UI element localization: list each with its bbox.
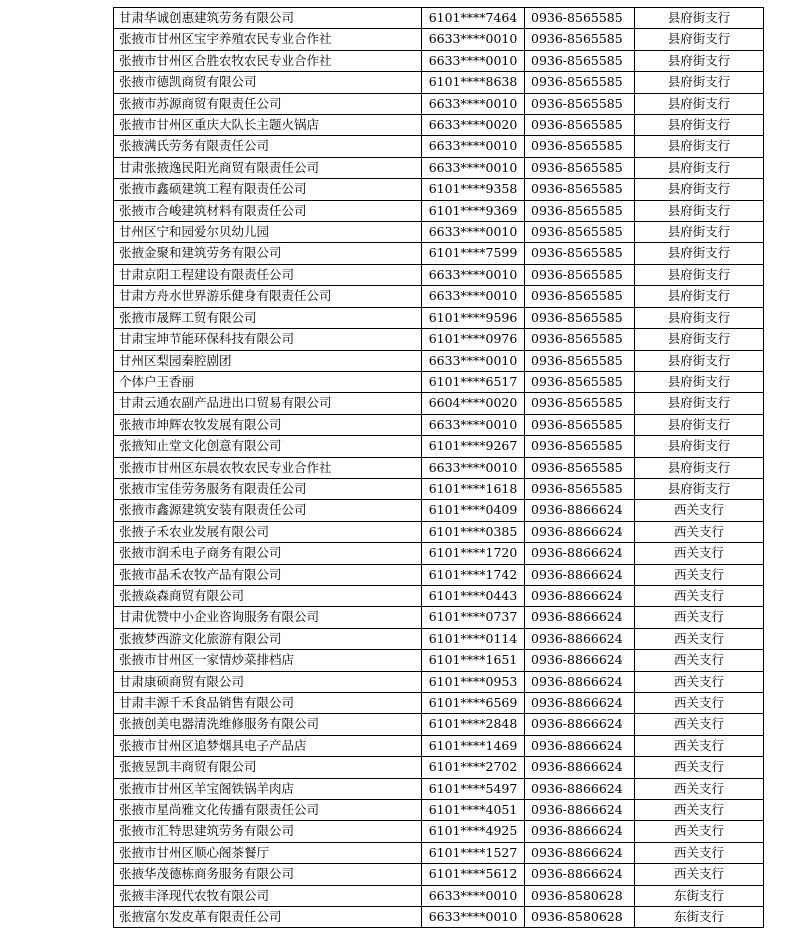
phone-number-cell: 0936-8866624 [525, 543, 635, 564]
phone-number-cell: 0936-8565585 [525, 243, 635, 264]
account-number-cell: 6101****0385 [422, 521, 525, 542]
account-number-cell: 6604****0020 [422, 393, 525, 414]
account-number-cell: 6101****0953 [422, 671, 525, 692]
company-name-cell: 张掖市甘州区追梦烟具电子产品店 [114, 735, 422, 756]
table-row [114, 671, 764, 692]
company-name-cell: 张掖知止堂文化创意有限公司 [114, 436, 422, 457]
company-name-cell: 张掖市甘州区羊宝阁铁锅羊肉店 [114, 778, 422, 799]
phone-number-cell: 0936-8866624 [525, 693, 635, 714]
table-row [114, 243, 764, 264]
account-number-cell: 6101****1720 [422, 543, 525, 564]
branch-name-cell: 西关支行 [635, 693, 764, 714]
table-row [114, 693, 764, 714]
branch-name-cell: 县府街支行 [635, 307, 764, 328]
phone-number-cell: 0936-8565585 [525, 222, 635, 243]
company-name-cell: 张掖市甘州区一家情炒菜排档店 [114, 650, 422, 671]
phone-number-cell: 0936-8866624 [525, 607, 635, 628]
company-name-cell: 张掖昱凯丰商贸有限公司 [114, 757, 422, 778]
table-row [114, 500, 764, 521]
phone-number-cell: 0936-8565585 [525, 29, 635, 50]
account-number-cell: 6101****4925 [422, 821, 525, 842]
phone-number-cell: 0936-8565585 [525, 72, 635, 93]
table-row [114, 93, 764, 114]
table-row [114, 564, 764, 585]
company-name-cell: 张掖富尔发皮革有限责任公司 [114, 907, 422, 928]
branch-name-cell: 西关支行 [635, 585, 764, 606]
account-number-cell: 6101****7599 [422, 243, 525, 264]
account-number-cell: 6633****0010 [422, 50, 525, 71]
account-number-cell: 6101****0443 [422, 585, 525, 606]
company-name-cell: 甘肃华诚创惠建筑劳务有限公司 [114, 8, 422, 29]
account-number-cell: 6101****6517 [422, 371, 525, 392]
phone-number-cell: 0936-8565585 [525, 393, 635, 414]
account-number-cell: 6633****0010 [422, 222, 525, 243]
branch-name-cell: 县府街支行 [635, 157, 764, 178]
table-row [114, 50, 764, 71]
table-row [114, 329, 764, 350]
table-row [114, 307, 764, 328]
company-name-cell: 张掖市鑫硕建筑工程有限责任公司 [114, 179, 422, 200]
table-row [114, 885, 764, 906]
branch-name-cell: 县府街支行 [635, 329, 764, 350]
company-name-cell: 张掖丰泽现代农牧有限公司 [114, 885, 422, 906]
branch-name-cell: 西关支行 [635, 778, 764, 799]
phone-number-cell: 0936-8565585 [525, 457, 635, 478]
company-name-cell: 甘肃宝坤节能环保科技有限公司 [114, 329, 422, 350]
branch-name-cell: 县府街支行 [635, 115, 764, 136]
phone-number-cell: 0936-8866624 [525, 714, 635, 735]
account-number-cell: 6101****9596 [422, 307, 525, 328]
phone-number-cell: 0936-8565585 [525, 286, 635, 307]
table-row [114, 72, 764, 93]
table-row [114, 179, 764, 200]
branch-name-cell: 县府街支行 [635, 436, 764, 457]
table-row [114, 286, 764, 307]
branch-name-cell: 县府街支行 [635, 93, 764, 114]
company-name-cell: 甘肃京阳工程建设有限责任公司 [114, 264, 422, 285]
table-row [114, 821, 764, 842]
account-number-cell: 6633****0010 [422, 457, 525, 478]
phone-number-cell: 0936-8866624 [525, 800, 635, 821]
branch-name-cell: 县府街支行 [635, 371, 764, 392]
phone-number-cell: 0936-8866624 [525, 564, 635, 585]
company-name-cell: 张掖创美电器清洗维修服务有限公司 [114, 714, 422, 735]
table-row [114, 371, 764, 392]
company-name-cell: 甘肃张掖逸民阳光商贸有限责任公司 [114, 157, 422, 178]
account-number-cell: 6101****0114 [422, 628, 525, 649]
phone-number-cell: 0936-8866624 [525, 778, 635, 799]
phone-number-cell: 0936-8565585 [525, 436, 635, 457]
account-number-cell: 6633****0010 [422, 93, 525, 114]
table-row [114, 714, 764, 735]
account-number-cell: 6101****6569 [422, 693, 525, 714]
account-number-cell: 6101****0409 [422, 500, 525, 521]
table-row [114, 414, 764, 435]
phone-number-cell: 0936-8580628 [525, 885, 635, 906]
account-number-cell: 6101****7464 [422, 8, 525, 29]
company-name-cell: 张掖市晟辉工贸有限公司 [114, 307, 422, 328]
branch-name-cell: 西关支行 [635, 671, 764, 692]
phone-number-cell: 0936-8565585 [525, 264, 635, 285]
phone-number-cell: 0936-8866624 [525, 757, 635, 778]
branch-name-cell: 东街支行 [635, 885, 764, 906]
branch-name-cell: 县府街支行 [635, 29, 764, 50]
company-name-cell: 张掖金聚和建筑劳务有限公司 [114, 243, 422, 264]
branch-name-cell: 县府街支行 [635, 264, 764, 285]
branch-name-cell: 县府街支行 [635, 243, 764, 264]
table-row [114, 907, 764, 928]
branch-name-cell: 县府街支行 [635, 414, 764, 435]
phone-number-cell: 0936-8565585 [525, 200, 635, 221]
account-number-cell: 6101****1651 [422, 650, 525, 671]
table-body [114, 8, 764, 928]
company-name-cell: 甘州区宁和园爱尔贝幼儿园 [114, 222, 422, 243]
branch-name-cell: 西关支行 [635, 500, 764, 521]
table-row [114, 778, 764, 799]
table-row [114, 350, 764, 371]
table-row [114, 136, 764, 157]
branch-name-cell: 县府街支行 [635, 179, 764, 200]
account-number-cell: 6101****1742 [422, 564, 525, 585]
account-number-cell: 6101****1527 [422, 842, 525, 863]
account-number-cell: 6101****4051 [422, 800, 525, 821]
account-number-cell: 6633****0020 [422, 115, 525, 136]
account-number-cell: 6633****0010 [422, 157, 525, 178]
phone-number-cell: 0936-8565585 [525, 179, 635, 200]
phone-number-cell: 0936-8866624 [525, 500, 635, 521]
table-row [114, 585, 764, 606]
company-name-cell: 甘肃丰源千禾食品销售有限公司 [114, 693, 422, 714]
branch-name-cell: 县府街支行 [635, 457, 764, 478]
phone-number-cell: 0936-8866624 [525, 521, 635, 542]
company-name-cell: 张掖满氏劳务有限责任公司 [114, 136, 422, 157]
phone-number-cell: 0936-8565585 [525, 115, 635, 136]
branch-name-cell: 县府街支行 [635, 50, 764, 71]
company-name-cell: 甘州区梨园秦腔剧团 [114, 350, 422, 371]
branch-name-cell: 东街支行 [635, 907, 764, 928]
table-row [114, 735, 764, 756]
branch-name-cell: 县府街支行 [635, 350, 764, 371]
phone-number-cell: 0936-8866624 [525, 671, 635, 692]
phone-number-cell: 0936-8565585 [525, 329, 635, 350]
company-name-cell: 张掖市苏源商贸有限责任公司 [114, 93, 422, 114]
table-row [114, 457, 764, 478]
table-row [114, 436, 764, 457]
account-number-cell: 6633****0010 [422, 907, 525, 928]
phone-number-cell: 0936-8866624 [525, 585, 635, 606]
company-name-cell: 张掖华茂德栋商务服务有限公司 [114, 864, 422, 885]
phone-number-cell: 0936-8866624 [525, 864, 635, 885]
company-name-cell: 张掖市甘州区宝宇养殖农民专业合作社 [114, 29, 422, 50]
phone-number-cell: 0936-8565585 [525, 8, 635, 29]
branch-name-cell: 县府街支行 [635, 8, 764, 29]
branch-name-cell: 西关支行 [635, 757, 764, 778]
table-row [114, 157, 764, 178]
account-number-cell: 6633****0010 [422, 29, 525, 50]
phone-number-cell: 0936-8565585 [525, 157, 635, 178]
account-number-cell: 6101****5497 [422, 778, 525, 799]
phone-number-cell: 0936-8866624 [525, 821, 635, 842]
company-name-cell: 张掖市宝佳劳务服务有限责任公司 [114, 478, 422, 499]
company-name-cell: 张掖市甘州区顺心阁茶餐厅 [114, 842, 422, 863]
table-row [114, 478, 764, 499]
account-number-cell: 6101****9358 [422, 179, 525, 200]
phone-number-cell: 0936-8565585 [525, 307, 635, 328]
account-number-cell: 6101****5612 [422, 864, 525, 885]
account-number-cell: 6101****2702 [422, 757, 525, 778]
table-row [114, 8, 764, 29]
phone-number-cell: 0936-8565585 [525, 350, 635, 371]
account-number-cell: 6101****2848 [422, 714, 525, 735]
account-number-cell: 6633****0010 [422, 414, 525, 435]
phone-number-cell: 0936-8580628 [525, 907, 635, 928]
company-name-cell: 张掖市润禾电子商务有限公司 [114, 543, 422, 564]
account-number-cell: 6633****0010 [422, 136, 525, 157]
branch-name-cell: 西关支行 [635, 821, 764, 842]
phone-number-cell: 0936-8565585 [525, 93, 635, 114]
phone-number-cell: 0936-8866624 [525, 628, 635, 649]
phone-number-cell: 0936-8866624 [525, 650, 635, 671]
company-name-cell: 张掖梦西游文化旅游有限公司 [114, 628, 422, 649]
table-row [114, 842, 764, 863]
company-name-cell: 张掖市鑫源建筑安装有限责任公司 [114, 500, 422, 521]
company-name-cell: 张掖市德凯商贸有限公司 [114, 72, 422, 93]
table-row [114, 607, 764, 628]
account-number-cell: 6101****0976 [422, 329, 525, 350]
branch-name-cell: 西关支行 [635, 628, 764, 649]
account-number-cell: 6101****1618 [422, 478, 525, 499]
branch-name-cell: 西关支行 [635, 842, 764, 863]
table-row [114, 800, 764, 821]
company-name-cell: 甘肃康硕商贸有限公司 [114, 671, 422, 692]
table-row [114, 757, 764, 778]
company-name-cell: 个体户王香丽 [114, 371, 422, 392]
table-row [114, 628, 764, 649]
branch-name-cell: 县府街支行 [635, 393, 764, 414]
branch-name-cell: 县府街支行 [635, 136, 764, 157]
company-name-cell: 张掖市晶禾农牧产品有限公司 [114, 564, 422, 585]
phone-number-cell: 0936-8565585 [525, 371, 635, 392]
account-number-cell: 6633****0010 [422, 264, 525, 285]
branch-name-cell: 县府街支行 [635, 478, 764, 499]
company-name-cell: 张掖市甘州区东晨农牧农民专业合作社 [114, 457, 422, 478]
phone-number-cell: 0936-8866624 [525, 842, 635, 863]
table-row [114, 115, 764, 136]
account-number-cell: 6633****0010 [422, 350, 525, 371]
company-name-cell: 张掖市星尚雅文化传播有限责任公司 [114, 800, 422, 821]
phone-number-cell: 0936-8866624 [525, 735, 635, 756]
phone-number-cell: 0936-8565585 [525, 136, 635, 157]
branch-name-cell: 西关支行 [635, 607, 764, 628]
account-number-cell: 6101****0737 [422, 607, 525, 628]
branch-name-cell: 县府街支行 [635, 200, 764, 221]
phone-number-cell: 0936-8565585 [525, 50, 635, 71]
account-number-cell: 6101****8638 [422, 72, 525, 93]
branch-name-cell: 西关支行 [635, 735, 764, 756]
company-name-cell: 张掖市汇特思建筑劳务有限公司 [114, 821, 422, 842]
table-row [114, 864, 764, 885]
branch-name-cell: 西关支行 [635, 543, 764, 564]
account-table [113, 7, 764, 928]
account-number-cell: 6101****9267 [422, 436, 525, 457]
branch-name-cell: 西关支行 [635, 521, 764, 542]
company-name-cell: 甘肃优赞中小企业咨询服务有限公司 [114, 607, 422, 628]
branch-name-cell: 西关支行 [635, 714, 764, 735]
table-row [114, 264, 764, 285]
company-name-cell: 张掖子禾农业发展有限公司 [114, 521, 422, 542]
account-number-cell: 6633****0010 [422, 885, 525, 906]
branch-name-cell: 县府街支行 [635, 222, 764, 243]
company-name-cell: 甘肃云通农副产品进出口贸易有限公司 [114, 393, 422, 414]
table-row [114, 29, 764, 50]
table-row [114, 200, 764, 221]
branch-name-cell: 县府街支行 [635, 286, 764, 307]
table-row [114, 543, 764, 564]
company-name-cell: 张掖市坤辉农牧发展有限公司 [114, 414, 422, 435]
branch-name-cell: 县府街支行 [635, 72, 764, 93]
company-name-cell: 张掖市甘州区合胜农牧农民专业合作社 [114, 50, 422, 71]
branch-name-cell: 西关支行 [635, 564, 764, 585]
company-name-cell: 张掖市甘州区重庆大队长主题火锅店 [114, 115, 422, 136]
phone-number-cell: 0936-8565585 [525, 478, 635, 499]
account-number-cell: 6101****9369 [422, 200, 525, 221]
table-row [114, 521, 764, 542]
table-row [114, 222, 764, 243]
branch-name-cell: 西关支行 [635, 650, 764, 671]
phone-number-cell: 0936-8565585 [525, 414, 635, 435]
branch-name-cell: 西关支行 [635, 800, 764, 821]
company-name-cell: 甘肃方舟水世界游乐健身有限责任公司 [114, 286, 422, 307]
table-row [114, 393, 764, 414]
account-number-cell: 6633****0010 [422, 286, 525, 307]
account-number-cell: 6101****1469 [422, 735, 525, 756]
branch-name-cell: 西关支行 [635, 864, 764, 885]
company-name-cell: 张掖焱森商贸有限公司 [114, 585, 422, 606]
table-row [114, 650, 764, 671]
company-name-cell: 张掖市合峻建筑材料有限责任公司 [114, 200, 422, 221]
